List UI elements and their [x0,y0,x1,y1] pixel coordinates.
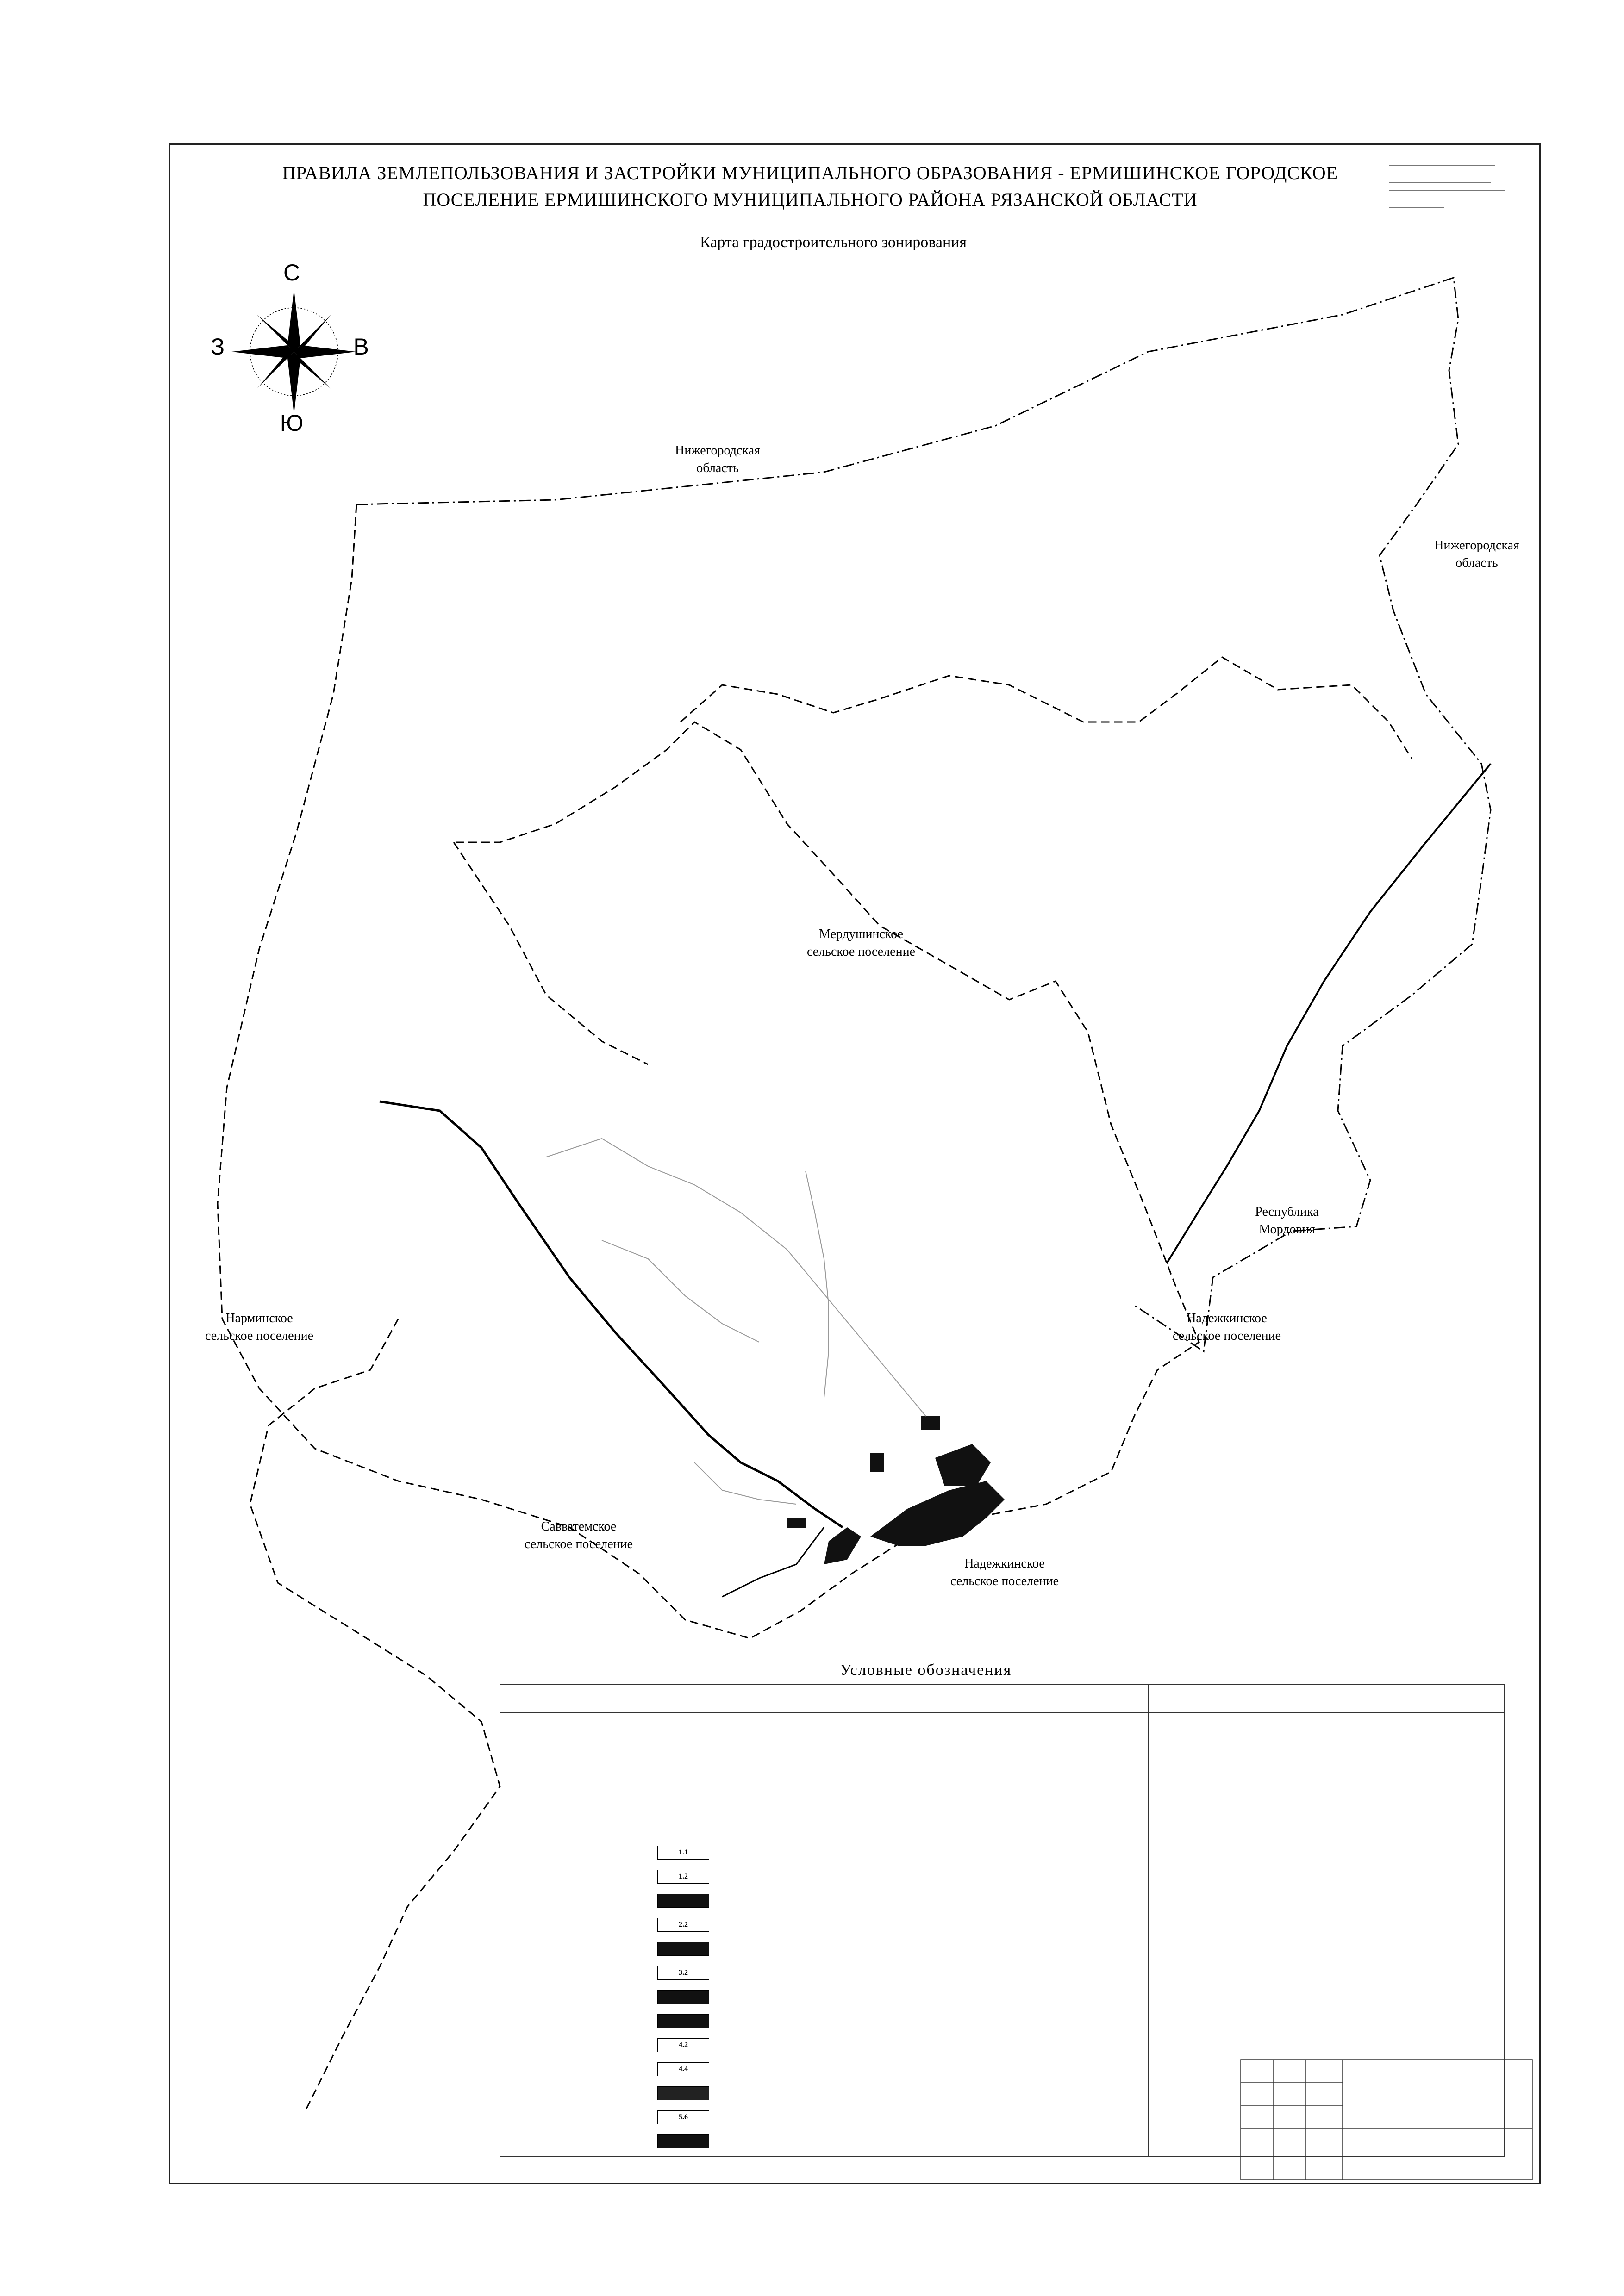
local-road [722,1527,824,1597]
legend-zone-row [509,2059,709,2080]
legend-zone-swatch: 4.4 [657,2062,709,2076]
label-nadezhkinskoe-east: Надежкинское сельское поселение [1173,1311,1281,1343]
legend-zone-row [509,1938,709,1960]
label-narminskoe: Нарминское сельское поселение [205,1311,313,1343]
settlement-detail [546,1139,926,1504]
legend-zone-swatch: 5.6 [657,2110,709,2124]
legend-zone-row [509,1842,709,1863]
legend-zone-swatch [657,1990,709,2004]
label-nizhegorodskaya-right: Нижегородская область [1434,538,1519,570]
title-block [1241,2060,1532,2180]
regional-road [380,1101,843,1527]
compass-east-label: В [353,334,369,360]
title-line-1: ПРАВИЛА ЗЕМЛЕПОЛЬЗОВАНИЯ И ЗАСТРОЙКИ МУНИЦИПАЛЬНОГО ОБРАЗОВАНИЯ - ЕРМИШИНСКОЕ ГОРОДСКОЕ [282,162,1338,183]
legend-zone-row [509,1986,709,2008]
district-boundary [356,278,1491,1351]
legend-zone-swatch: 4.2 [657,2038,709,2052]
map-subtitle: Карта градостроительного зонирования [700,234,967,251]
label-savvatemskoe: Савватемское сельское поселение [525,1519,633,1551]
legend-zone-row [509,1890,709,1911]
compass-west-label: З [210,334,225,360]
legend-zone-row [509,1866,709,1887]
railway-line [1167,764,1491,1263]
label-mordovia: Республика Мордовия [1255,1205,1319,1237]
legend-zone-row [509,1962,709,1984]
legend-zone-row [509,2035,709,2056]
label-nizhegorodskaya-top: Нижегородская область [675,443,760,475]
legend-zone-swatch [657,1942,709,1956]
legend-zone-row [509,2010,709,2032]
legend-zone-row [509,2131,709,2152]
legend-zone-swatch [657,2014,709,2028]
settlement-core [787,1416,1005,1564]
compass-rose [231,289,356,414]
legend-zone-row [509,2107,709,2128]
legend-zone-swatch: 1.1 [657,1846,709,1860]
label-nadezhkinskoe-south: Надежкинское сельское поселение [950,1556,1059,1588]
legend-zone-swatch: 3.2 [657,1966,709,1980]
inner-boundary-west [454,842,648,1064]
compass-south-label: Ю [280,410,304,436]
label-merdushinskoe: Мердушинское сельское поселение [807,927,915,959]
legend-heading: Условные обозначения [840,1661,1012,1679]
legend-zone-swatch [657,2134,709,2148]
settlement-boundary [218,504,1199,1638]
inner-boundary-north [681,657,1412,759]
compass-north-label: С [283,260,300,286]
legend-zone-swatch [657,2086,709,2100]
legend-zone-row [509,2083,709,2104]
legend-zone-swatch: 2.2 [657,1918,709,1932]
title-line-2: ПОСЕЛЕНИЕ ЕРМИШИНСКОГО МУНИЦИПАЛЬНОГО РАЙОНА РЯЗАНСКОЙ ОБЛАСТИ [423,189,1198,210]
legend-zone-swatch: 1.2 [657,1870,709,1884]
legend-zone-swatch [657,1894,709,1908]
legend-zone-row [509,1914,709,1935]
southwest-boundary [250,1319,500,2110]
